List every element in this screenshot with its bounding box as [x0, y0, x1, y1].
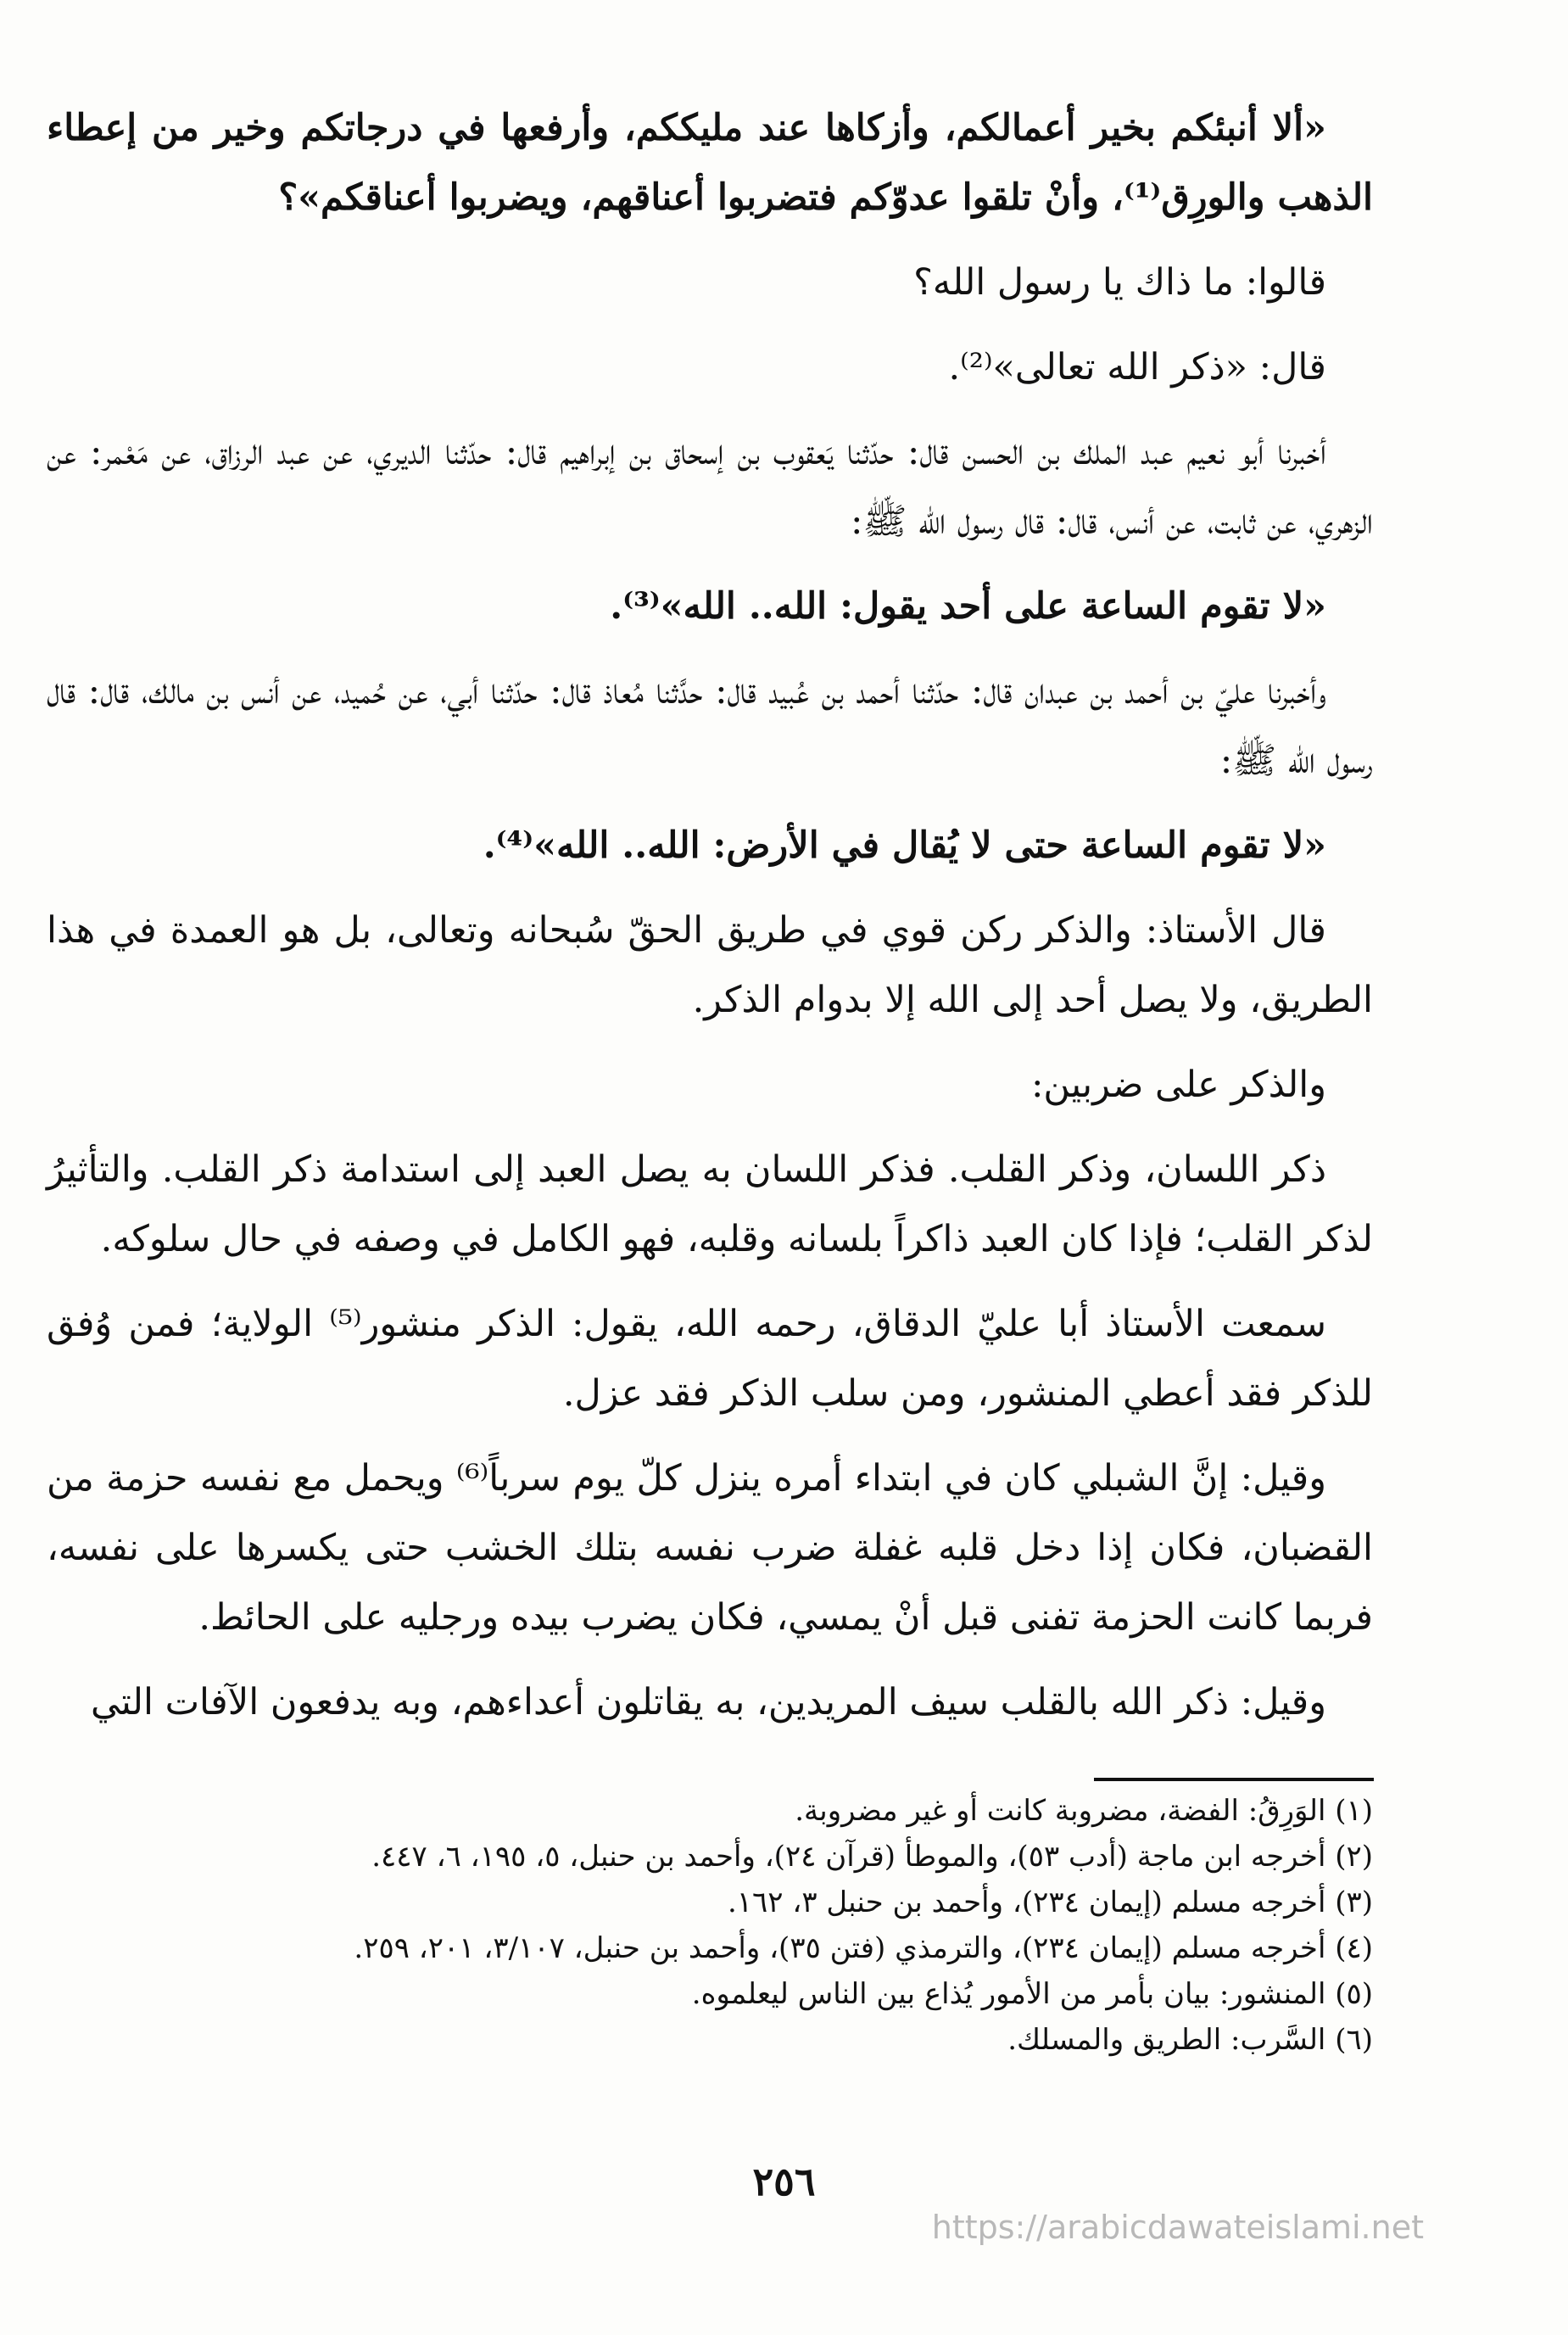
- footnote-1: (١) الوَرِقُ: الفضة، مضروبة كانت أو غير مضروبة.: [795, 1794, 1373, 1828]
- footnote-2: (٢) أخرجه ابن ماجة (أدب ٥٣)، والموطأ (قرآن ٢٤)، وأحمد بن حنبل، ٥، ١٩٥، ٦، ٤٤٧.: [371, 1840, 1373, 1874]
- paragraph-hadith-2: «لا تقوم الساعة على أحد يقول: الله.. الله»⁽³⁾.: [610, 585, 1326, 628]
- paragraph-sword: وقيل: ذكر الله بالقلب سيف المريدين، به يقاتلون أعداءهم، وبه يدفعون الآفات التي: [91, 1681, 1326, 1723]
- paragraph-isnad-2: وأخبرنا عليّ بن أحمد بن عبدان قال: حدّثنا أحمد بن عُبيد قال: حدَّثنا مُعاذ قال: حدّثنا أبي، عن حُميد، عن أنس بن مالك، قال: قال رسول الله ﷺ:: [47, 670, 1373, 782]
- page-number: ٢٥٦: [752, 2159, 816, 2204]
- footnote-4: (٤) أخرجه مسلم (إيمان ٢٣٤)، والترمذي (فتن ٣٥)، وأحمد بن حنبل، ٣/١٠٧، ٢٠١، ٢٥٩.: [354, 1931, 1373, 1965]
- main-text: [47, 93, 1373, 1752]
- paragraph-question: قالوا: ما ذاك يا رسول الله؟: [913, 261, 1326, 304]
- paragraph-daqqaq: سمعت الأستاذ أبا عليّ الدقاق، رحمه الله، يقول: الذكر منشور⁽⁵⁾ الولاية؛ فمن وُفق للذكر فقد أعطي المنشور، ومن سلب الذكر فقد عزل.: [47, 1303, 1373, 1415]
- footnotes: [136, 1788, 1373, 2063]
- footnote-divider: [1094, 1778, 1374, 1781]
- paragraph-shibli: وقيل: إنَّ الشبلي كان في ابتداء أمره ينزل كلّ يوم سرباً⁽⁶⁾ ويحمل مع نفسه حزمة من القضبان، فكان إذا دخل قلبه غفلة ضرب نفسه بتلك الخشب حتى يكسرها على نفسه، فربما كانت الحزمة تفنى قبل أنْ يمسي، فكان يضرب بيده ورجليه على الحائط.: [47, 1457, 1373, 1639]
- paragraph-hadith-3: «لا تقوم الساعة حتى لا يُقال في الأرض: الله.. الله»⁽⁴⁾.: [483, 824, 1326, 867]
- footnote-5: (٥) المنشور: بيان بأمر من الأمور يُذاع بين الناس ليعلموه.: [691, 1977, 1373, 2011]
- paragraph-ustadh: قال الأستاذ: والذكر ركن قوي في طريق الحقّ سُبحانه وتعالى، بل هو العمدة في هذا الطريق، ولا يصل أحد إلى الله إلا بدوام الذكر.: [47, 909, 1373, 1021]
- paragraph-answer: قال: «ذكر الله تعالى»⁽²⁾.: [948, 346, 1326, 388]
- watermark-url: https://arabicdawateislami.net: [931, 2209, 1424, 2246]
- paragraph-hadith-intro: «ألا أنبئكم بخير أعمالكم، وأزكاها عند مليككم، وأرفعها في درجاتكم وخير من إعطاء الذهب والورِق⁽¹⁾، وأنْ تلقوا عدوّكم فتضربوا أعناقهم، ويضربوا أعناقكم»؟: [47, 107, 1373, 219]
- paragraph-tongue-heart: ذكر اللسان، وذكر القلب. فذكر اللسان به يصل العبد إلى استدامة ذكر القلب. والتأثيرُ لذكر القلب؛ فإذا كان العبد ذاكراً بلسانه وقلبه، فهو الكامل في وصفه في حال سلوكه.: [47, 1148, 1373, 1260]
- paragraph-two-kinds: والذكر على ضربين:: [1030, 1064, 1326, 1106]
- footnote-6: (٦) السَّرب: الطريق والمسلك.: [1007, 2023, 1373, 2057]
- paragraph-isnad-1: أخبرنا أبو نعيم عبد الملك بن الحسن قال: حدّثنا يَعقوب بن إسحاق بن إبراهيم قال: حدّثنا الديري، عن عبد الرزاق، عن مَعْمر: عن الزهري، عن ثابت، عن أنس، قال: قال رسول الله ﷺ:: [47, 431, 1373, 543]
- footnote-3: (٣) أخرجه مسلم (إيمان ٢٣٤)، وأحمد بن حنبل ٣، ١٦٢.: [727, 1885, 1373, 1919]
